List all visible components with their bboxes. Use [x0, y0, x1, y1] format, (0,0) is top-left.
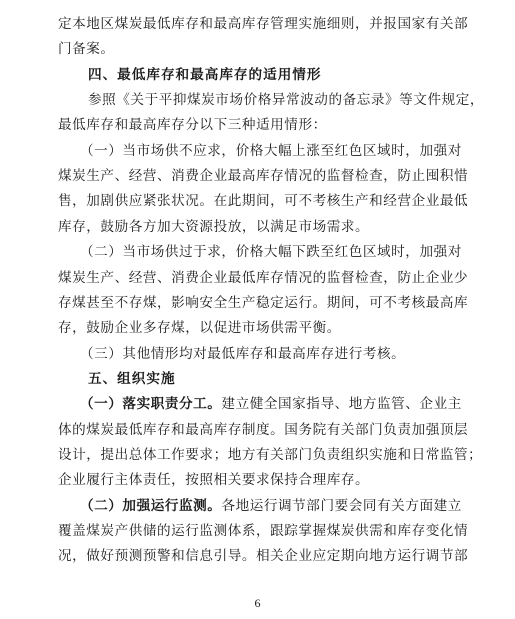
body-line: （一）当市场供不应求，价格大幅上涨至红色区域时，加强对 — [80, 142, 462, 159]
body-line — [80, 496, 462, 516]
body-line: 覆盖煤炭产供储的运行监测体系，跟踪掌握煤炭供需和库存变化情 — [58, 523, 469, 539]
body-line: 煤炭生产、经营、消费企业最低库存情况的监督检查，防止企业少 — [58, 269, 469, 286]
body-line: 存，鼓励企业多存煤，以促进市场供需平衡。 — [58, 320, 341, 337]
body-line: （二）当市场供过于求，价格大幅下跌至红色区域时，加强对 — [80, 244, 462, 261]
body-line: 定本地区煤炭最低库存和最高库存管理实施细则，并报国家有关部 — [58, 16, 469, 32]
body-line: 煤炭生产、经营、消费企业最高库存情况的监督检查，防止囤积惜 — [58, 168, 469, 185]
body-line: 体的煤炭最低库存和最高库存制度。国务院有关部门负责加强顶层 — [58, 421, 469, 438]
body-line: （三）其他情形均对最低库存和最高库存进行考核。 — [80, 345, 406, 362]
body-line: 最低库存和最高库存分以下三种适用情形： — [58, 117, 327, 134]
body-text: 建立健全国家指导、地方监管、企业主 — [221, 396, 462, 413]
section-heading-5: 五、组织实施 — [88, 370, 176, 387]
body-text: 各地运行调节部门要会同有关方面建立 — [221, 497, 462, 514]
body-line: 库存，鼓励各方加大资源投放，以满足市场需求。 — [58, 218, 370, 235]
subheading-bold: （二）加强运行监测。 — [80, 497, 222, 514]
body-line: 企业履行主体责任，按照相关要求保持合理库存。 — [58, 472, 370, 489]
body-line: 门备案。 — [58, 41, 115, 58]
body-line: 设计，提出总体工作要求；地方有关部门负责组织实施和日常监管； — [58, 446, 483, 463]
body-line: 存煤甚至不存煤，影响安全生产稳定运行。期间，可不考核最高库 — [58, 294, 469, 311]
section-heading-4: 四、最低库存和最高库存的适用情形 — [88, 66, 322, 83]
page-number: 6 — [254, 596, 261, 610]
subheading-bold: （一）落实职责分工。 — [80, 396, 222, 413]
body-line — [80, 394, 462, 414]
body-line: 参照《关于平抑煤炭市场价格异常波动的备忘录》等文件规定， — [88, 92, 485, 109]
body-line: 售，加剧供应紧张状况。在此期间，可不考核生产和经营企业最低 — [58, 193, 469, 210]
body-line: 况，做好预测预警和信息引导。相关企业应定期向地方运行调节部 — [58, 548, 469, 565]
